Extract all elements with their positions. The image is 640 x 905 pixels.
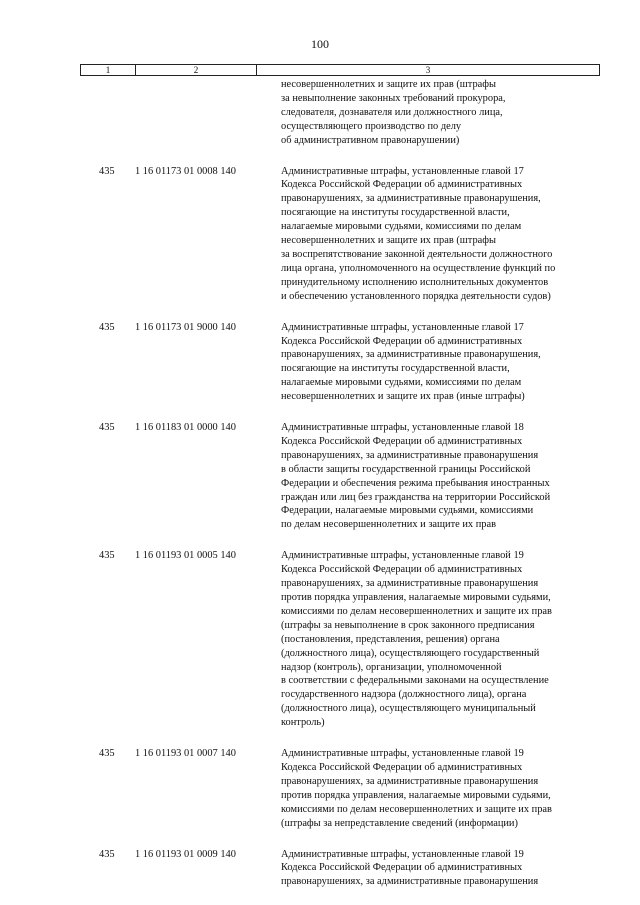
kbk-code: 1 16 01173 01 0008 140 (135, 165, 236, 177)
admin-code: 435 (99, 748, 115, 760)
admin-code: 435 (99, 550, 115, 562)
table-row (80, 421, 600, 532)
continuation-text: несовершеннолетних и защите их прав (штрафы за невыполнение законных требований прокурора, следователя, дознавателя или должностного лица, осуществляющего производство по делу об административном правонарушении) (281, 79, 506, 146)
admin-code: 435 (99, 422, 115, 434)
admin-code: 435 (99, 321, 115, 333)
admin-code: 435 (99, 848, 115, 860)
admin-code: 435 (99, 165, 115, 177)
table-row (80, 848, 600, 890)
table-header-row (80, 64, 600, 76)
table-row (80, 747, 600, 830)
kbk-code: 1 16 01193 01 0009 140 (135, 848, 236, 860)
table-header-col-2: 2 (136, 65, 257, 75)
row-description: Административные штрафы, установленные главой 19 Кодекса Российской Федерации об административных правонарушениях, за административные правонарушения (281, 848, 539, 888)
row-description: Административные штрафы, установленные главой 17 Кодекса Российской Федерации об административных правонарушениях, за административные правонарушения, посягающие на институты государственной власти, налагаемые мировыми судьями, комиссиями по делам несовершеннолетних и защите их прав (иные штрафы) (281, 321, 541, 403)
table-body (80, 78, 600, 889)
kbk-code: 1 16 01193 01 0007 140 (135, 748, 236, 760)
table-header-col-3: 3 (425, 65, 431, 75)
row-description: Административные штрафы, установленные главой 19 Кодекса Российской Федерации об административных правонарушениях, за административные правонарушения против порядка управления, налагаемые мировыми судьями, комиссиями по делам несовершеннолетних и защите их прав (штрафы за непредставление сведений (информации) (281, 748, 552, 829)
table-header-col-1: 1 (81, 65, 136, 75)
table-row (80, 549, 600, 730)
table-row (80, 321, 600, 404)
row-description: Административные штрафы, установленные главой 17 Кодекса Российской Федерации об административных правонарушениях, за административные правонарушения, посягающие на институты государственной власти, налагаемые мировыми судьями, комиссиями по делам несовершеннолетних и защите их прав (штрафы за воспрепятствование законной деятельности должностного лица органа, уполномоченного на осуществление функций по принудительному исполнению исполнительных документов и обеспечению установленного порядка деятельности судов) (281, 165, 556, 302)
page-number: 100 (311, 37, 329, 51)
row-description: Административные штрафы, установленные главой 18 Кодекса Российской Федерации об административных правонарушениях, за административные правонарушения в области защиты государственной границы Российской Федерации и обеспечения режима пребывания иностранных граждан или лиц без гражданства на территории Российской Федерации, налагаемые мировыми судьями, комиссиями по делам несовершеннолетних и защите их прав (281, 422, 551, 531)
continuation-row (80, 78, 600, 148)
row-description: Административные штрафы, установленные главой 19 Кодекса Российской Федерации об административных правонарушениях, за административные правонарушения против порядка управления, налагаемые мировыми судьями, комиссиями по делам несовершеннолетних и защите их прав (штрафы за невыполнение в срок законного предписания (постановления, представления, решения) органа (должностного лица), осуществляющего государственный надзор (контроль), организации, уполномоченной в соответствии с федеральными законами на осуществление государственного надзора (должностного лица), органа (должностного лица), осуществляющего муниципальный контроль) (281, 550, 552, 729)
kbk-code: 1 16 01173 01 9000 140 (135, 321, 236, 333)
kbk-code: 1 16 01183 01 0000 140 (135, 422, 236, 434)
table-row (80, 165, 600, 304)
kbk-code: 1 16 01193 01 0005 140 (135, 550, 236, 562)
